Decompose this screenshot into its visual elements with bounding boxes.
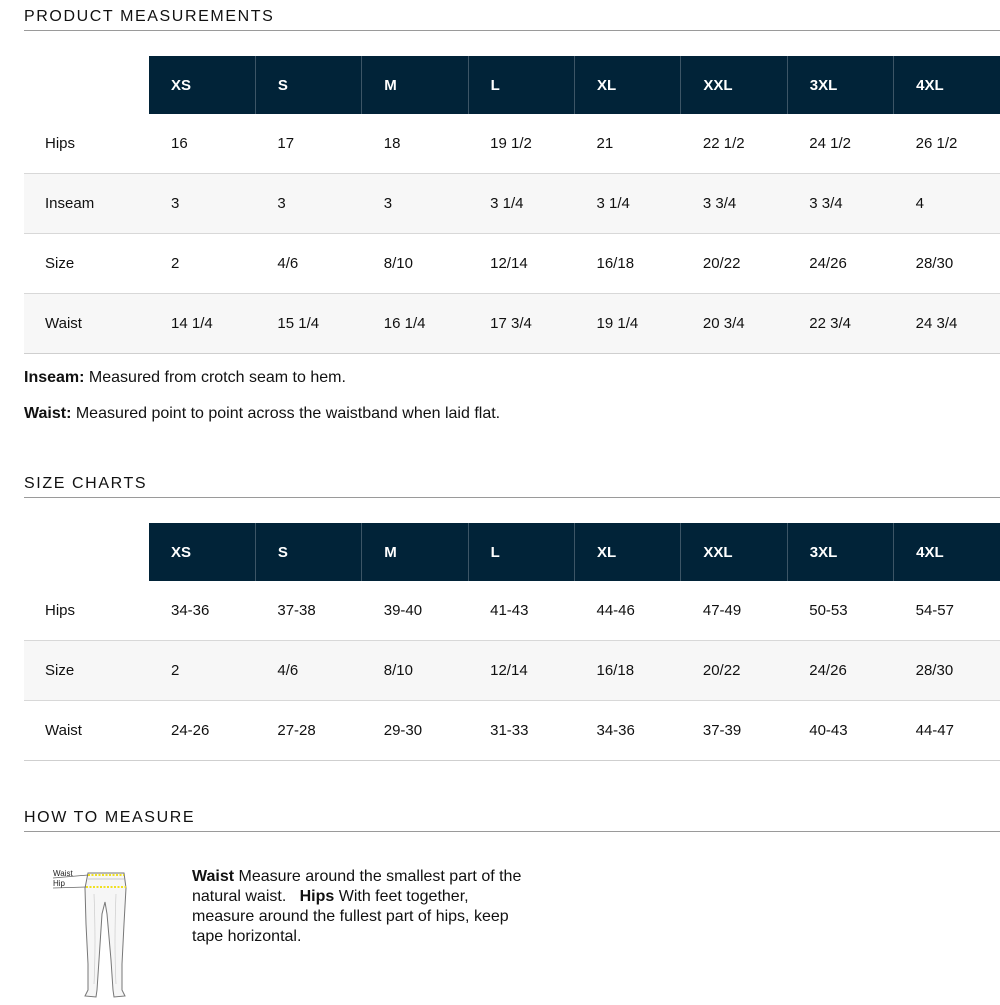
table-cell: 22 1/2 — [681, 114, 787, 174]
table-header-row — [24, 523, 1000, 581]
table-cell: 26 1/2 — [894, 114, 1000, 174]
table-cell: 54-57 — [894, 581, 1000, 641]
column-header: 4XL — [894, 56, 1000, 114]
table-cell: 31-33 — [468, 701, 574, 761]
column-header: XL — [575, 56, 681, 114]
table-cell: 12/14 — [468, 234, 574, 294]
table-cell: 39-40 — [362, 581, 468, 641]
table-cell: 37-39 — [681, 701, 787, 761]
row-label: Inseam — [24, 174, 149, 234]
how-to-measure-title: HOW TO MEASURE — [24, 809, 1000, 832]
table-row — [24, 641, 1000, 701]
table-cell: 2 — [149, 234, 255, 294]
table-cell: 15 1/4 — [255, 294, 361, 354]
table-cell: 3 3/4 — [681, 174, 787, 234]
table-cell: 50-53 — [787, 581, 893, 641]
table-cell: 22 3/4 — [787, 294, 893, 354]
waist-instruction-text: Measure around the smallest part of the natural waist. — [192, 868, 522, 905]
column-header: 4XL — [894, 523, 1000, 581]
table-cell: 37-38 — [255, 581, 361, 641]
inseam-note-text: Measured from crotch seam to hem. — [84, 369, 346, 386]
how-to-measure-text — [192, 867, 522, 947]
table-cell: 24 3/4 — [894, 294, 1000, 354]
hips-instruction-text: With feet together, measure around the fullest part of hips, keep tape horizontal. — [192, 888, 509, 945]
table-cell: 24-26 — [149, 701, 255, 761]
table-row — [24, 114, 1000, 174]
column-header: XS — [149, 56, 255, 114]
table-cell: 16 — [149, 114, 255, 174]
table-row — [24, 701, 1000, 761]
table-cell: 44-46 — [575, 581, 681, 641]
table-cell: 3 3/4 — [787, 174, 893, 234]
column-header: S — [255, 523, 361, 581]
column-header: L — [468, 56, 574, 114]
table-cell: 28/30 — [894, 641, 1000, 701]
table-cell: 19 1/4 — [575, 294, 681, 354]
table-cell: 27-28 — [255, 701, 361, 761]
table-cell: 20 3/4 — [681, 294, 787, 354]
waist-note-text: Measured point to point across the waistband when laid flat. — [71, 405, 501, 422]
table-cell: 20/22 — [681, 234, 787, 294]
table-cell: 12/14 — [468, 641, 574, 701]
table-cell: 2 — [149, 641, 255, 701]
table-row — [24, 234, 1000, 294]
row-label: Size — [24, 641, 149, 701]
table-cell: 16/18 — [575, 234, 681, 294]
column-header: L — [468, 523, 574, 581]
column-header: XS — [149, 523, 255, 581]
product-measurements-title: PRODUCT MEASUREMENTS — [24, 8, 1000, 31]
table-cell: 17 — [255, 114, 361, 174]
table-cell: 24/26 — [787, 234, 893, 294]
column-header: XXL — [681, 523, 787, 581]
table-cell: 3 — [149, 174, 255, 234]
table-cell: 14 1/4 — [149, 294, 255, 354]
product-measurements-table — [24, 56, 1000, 354]
table-cell: 44-47 — [894, 701, 1000, 761]
table-cell: 41-43 — [468, 581, 574, 641]
table-cell: 40-43 — [787, 701, 893, 761]
table-cell: 16/18 — [575, 641, 681, 701]
column-header: M — [362, 56, 468, 114]
table-cell: 3 1/4 — [468, 174, 574, 234]
table-cell: 4/6 — [255, 234, 361, 294]
table-cell: 47-49 — [681, 581, 787, 641]
table-cell: 3 — [362, 174, 468, 234]
column-header: 3XL — [787, 523, 893, 581]
table-row — [24, 294, 1000, 354]
table-cell: 29-30 — [362, 701, 468, 761]
inseam-note — [24, 369, 346, 387]
size-chart-table — [24, 523, 1000, 761]
column-header: 3XL — [787, 56, 893, 114]
table-row — [24, 581, 1000, 641]
waist-instruction-label: Waist — [192, 868, 235, 885]
table-cell: 24/26 — [787, 641, 893, 701]
figure-waist-label: Waist — [53, 869, 73, 878]
table-cell: 34-36 — [575, 701, 681, 761]
table-cell: 18 — [362, 114, 468, 174]
column-header: S — [255, 56, 361, 114]
leggings-diagram-icon — [50, 864, 140, 1000]
table-cell: 16 1/4 — [362, 294, 468, 354]
leggings-figure — [50, 864, 140, 1000]
figure-hip-label: Hip — [53, 879, 66, 888]
table-cell: 4 — [894, 174, 1000, 234]
column-header: XXL — [681, 56, 787, 114]
table-cell: 4/6 — [255, 641, 361, 701]
size-charts-title: SIZE CHARTS — [24, 475, 1000, 498]
header-corner — [24, 523, 149, 581]
table-cell: 21 — [575, 114, 681, 174]
table-cell: 3 — [255, 174, 361, 234]
row-label: Waist — [24, 294, 149, 354]
row-label: Size — [24, 234, 149, 294]
column-header: XL — [575, 523, 681, 581]
hips-instruction-label: Hips — [299, 888, 335, 905]
table-cell: 20/22 — [681, 641, 787, 701]
table-cell: 34-36 — [149, 581, 255, 641]
table-cell: 8/10 — [362, 641, 468, 701]
row-label: Waist — [24, 701, 149, 761]
waist-note-label: Waist: — [24, 405, 72, 422]
header-corner — [24, 56, 149, 114]
table-cell: 8/10 — [362, 234, 468, 294]
row-label: Hips — [24, 114, 149, 174]
table-cell: 24 1/2 — [787, 114, 893, 174]
table-cell: 17 3/4 — [468, 294, 574, 354]
inseam-note-label: Inseam: — [24, 369, 85, 386]
table-header-row — [24, 56, 1000, 114]
column-header: M — [362, 523, 468, 581]
table-cell: 19 1/2 — [468, 114, 574, 174]
row-label: Hips — [24, 581, 149, 641]
table-cell: 3 1/4 — [575, 174, 681, 234]
waist-note — [24, 405, 500, 423]
table-row — [24, 174, 1000, 234]
table-cell: 28/30 — [894, 234, 1000, 294]
